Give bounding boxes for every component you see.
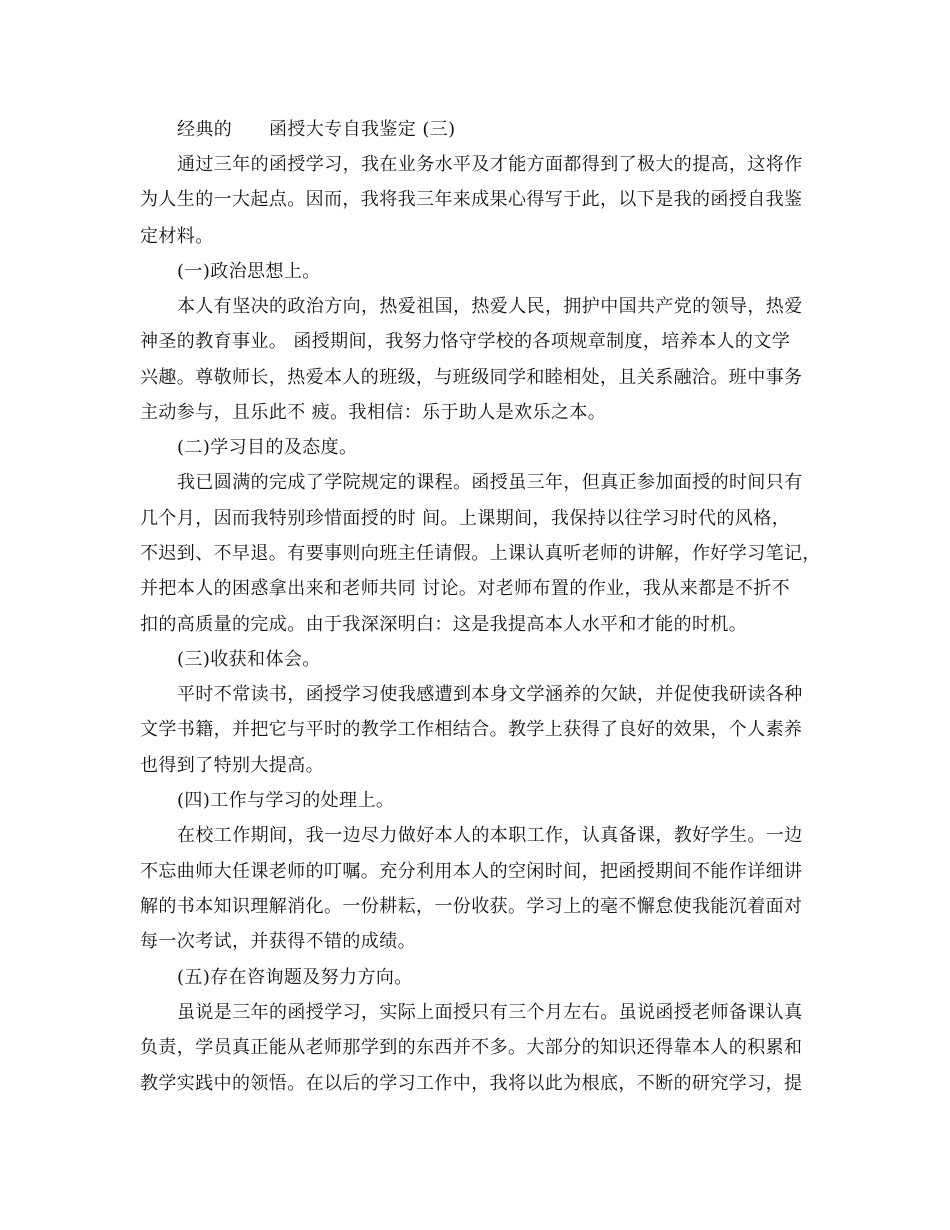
paragraph-line: 在校工作期间，我一边尽力做好本人的本职工作，认真备课，教好学生。一边 bbox=[177, 825, 803, 846]
paragraph-line: 为人生的一大起点。因而，我将我三年来成果心得写于此，以下是我的函授自我鉴 bbox=[140, 189, 803, 210]
paragraph-line: 几个月，因而我特别珍惜面授的时 间。上课期间，我保持以往学习时代的风格， bbox=[140, 508, 791, 529]
section-heading: (一)政治思想上。 bbox=[177, 261, 321, 282]
paragraph-line: 也得到了特别大提高。 bbox=[140, 755, 324, 776]
paragraph-line: 神圣的教育事业。 函授期间，我努力恪守学校的各项规章制度，培养本人的文学 bbox=[140, 331, 791, 352]
paragraph-line: 负责，学员真正能从老师那学到的东西并不多。大部分的知识还得靠本人的积累和 bbox=[140, 1037, 803, 1058]
paragraph-line: 扣的高质量的完成。由于我深深明白：这是我提高本人水平和才能的时机。 bbox=[140, 614, 748, 635]
paragraph-line: 通过三年的函授学习，我在业务水平及才能方面都得到了极大的提高，这将作 bbox=[177, 154, 803, 175]
paragraph-line: 不迟到、不早退。有要事则向班主任请假。上课认真听老师的讲解，作好学习笔记， bbox=[140, 543, 821, 564]
paragraph-line: 每一次考试，并获得不错的成绩。 bbox=[140, 931, 416, 952]
paragraph-line: 兴趣。尊敬师长，热爱本人的班级，与班级同学和睦相处，且关系融洽。班中事务 bbox=[140, 367, 803, 388]
paragraph-line: 文学书籍，并把它与平时的教学工作相结合。教学上获得了良好的效果，个人素养 bbox=[140, 719, 803, 740]
paragraph-line: 不忘曲师大任课老师的叮嘱。充分利用本人的空闲时间，把函授期间不能作详细讲 bbox=[140, 861, 803, 882]
section-heading: (四)工作与学习的处理上。 bbox=[177, 790, 395, 811]
paragraph-line: 平时不常读书，函授学习使我感遭到本身文学涵养的欠缺，并促使我研读各种 bbox=[177, 684, 803, 705]
section-heading: (三)收获和体会。 bbox=[177, 649, 321, 670]
section-heading: (二)学习目的及态度。 bbox=[177, 437, 358, 458]
paragraph-line: 解的书本知识理解消化。一份耕耘，一份收获。学习上的毫不懈怠使我能沉着面对 bbox=[140, 896, 803, 917]
paragraph-line: 教学实践中的领悟。在以后的学习工作中，我将以此为根底，不断的研究学习，提 bbox=[140, 1073, 803, 1094]
paragraph-line: 主动参与，且乐此不 疲。我相信：乐于助人是欢乐之本。 bbox=[140, 402, 607, 423]
paragraph-line: 本人有坚决的政治方向，热爱祖国，热爱人民，拥护中国共产党的领导，热爱 bbox=[177, 296, 803, 317]
paragraph-line: 虽说是三年的函授学习，实际上面授只有三个月左右。虽说函授老师备课认真 bbox=[177, 1002, 803, 1023]
paragraph-line: 我已圆满的完成了学院规定的课程。函授虽三年，但真正参加面授的时间只有 bbox=[177, 472, 803, 493]
paragraph-line: 定材料。 bbox=[140, 226, 214, 247]
section-heading: (五)存在咨询题及努力方向。 bbox=[177, 967, 413, 988]
document-title: 经典的 函授大专自我鉴定 (三) bbox=[177, 119, 456, 140]
paragraph-line: 并把本人的困惑拿出来和老师共同 讨论。对老师布置的作业，我从来都是不折不 bbox=[140, 578, 791, 599]
